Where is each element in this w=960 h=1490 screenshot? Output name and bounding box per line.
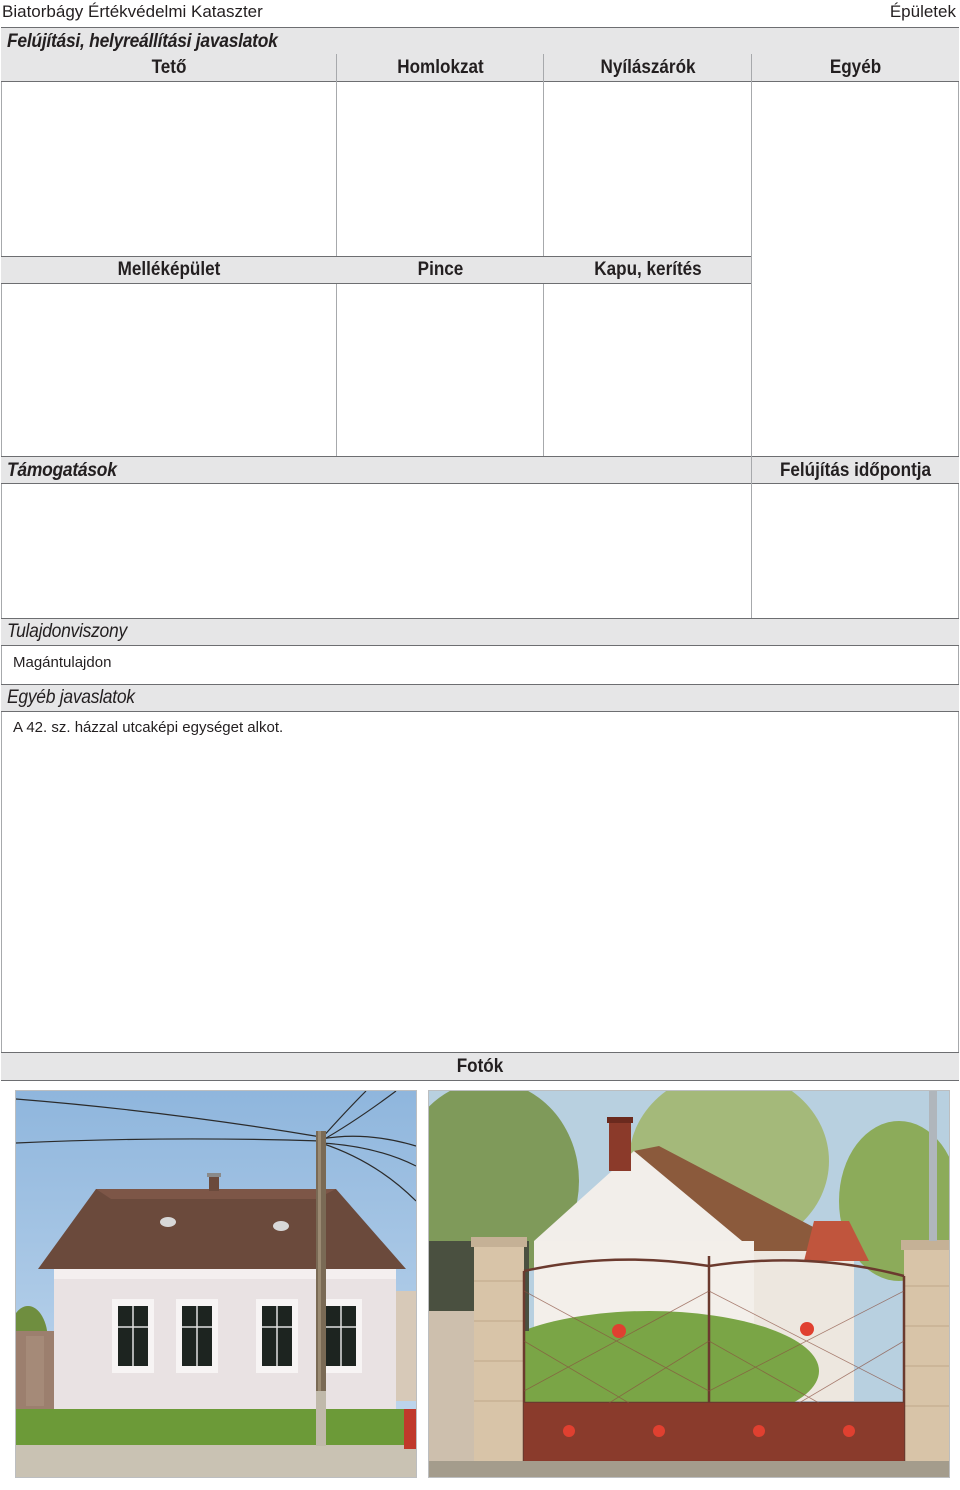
other-title: Egyéb javaslatok: [7, 687, 135, 708]
support-title: Támogatások: [7, 460, 117, 481]
divider-support: [751, 456, 752, 619]
ownership-title: Tulajdonviszony: [7, 621, 127, 642]
col-windows: Nyílászárók: [600, 57, 696, 78]
category-label: Épületek: [889, 2, 956, 21]
catalog-title: Biatorbágy Értékvédelmi Kataszter: [2, 2, 263, 21]
photos-title: Fotók: [456, 1056, 504, 1077]
ownership-value: Magántulajdon: [13, 654, 112, 671]
col-gate-fence: Kapu, kerítés: [594, 259, 702, 280]
col-roof: Tető: [151, 57, 187, 78]
proposals-title: Felújítási, helyreállítási javaslatok: [7, 31, 278, 52]
divider-3: [751, 54, 752, 457]
frame-right: [958, 27, 959, 1080]
frame-left: [1, 27, 2, 1080]
renovation-date-title: Felújítás időpontja: [779, 460, 932, 481]
col-outbuilding: Melléképület: [117, 259, 221, 280]
other-bar: [1, 684, 959, 712]
other-value: A 42. sz. házzal utcaképi egységet alkot.: [13, 719, 284, 736]
gate-photo: [428, 1090, 950, 1478]
ownership-bar: [1, 618, 959, 646]
col-cellar: Pince: [417, 259, 464, 280]
col-facade: Homlokzat: [397, 57, 484, 78]
house-photo: [15, 1090, 417, 1478]
col-other: Egyéb: [829, 57, 882, 78]
